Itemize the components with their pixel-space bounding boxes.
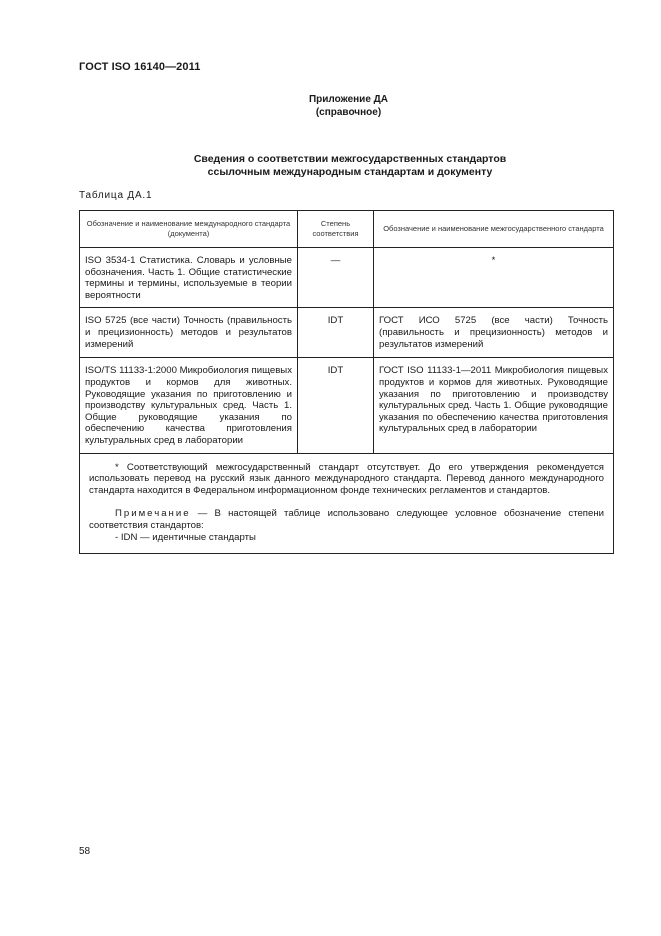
cell-international-standard: ISO 5725 (все части) Точность (правильность и прецизионность) методов и результатов измерений [80, 308, 298, 358]
cell-interstate-standard: ГОСТ ISO 11133-1—2011 Микробиология пищевых продуктов и кормов для животных. Руководящие указания по приготовлению и производству культуральных сред. Часть 1. Общие руководящие указания по обеспечению качества приготовления культуральных сред в лаборатории [374, 358, 614, 453]
cell-interstate-standard: * [374, 248, 614, 308]
appendix-subtitle: (справочное) [315, 107, 382, 118]
cell-degree: IDT [298, 308, 374, 358]
table-row [80, 308, 614, 358]
section-heading-line-2: ссылочным международным стандартам и документу [207, 166, 493, 178]
correspondence-table [79, 210, 614, 554]
cell-degree: IDT [298, 358, 374, 453]
table-row [80, 248, 614, 308]
table-row [80, 358, 614, 453]
document-code: ГОСТ ISO 16140—2011 [79, 61, 201, 73]
table-notes [80, 453, 614, 554]
cell-degree: — [298, 248, 374, 308]
note-item: - IDN — идентичные стандарты [115, 531, 256, 543]
note [89, 508, 604, 531]
note-text: — В настоящей таблице использовано следующее условное обозначение степени соответствия стандартов: [89, 508, 604, 531]
appendix-title-block [0, 93, 661, 119]
header-interstate-standard: Обозначение и наименование межгосударственного стандарта [374, 211, 614, 248]
footnote: * Соответствующий межгосударственный стандарт отсутствует. До его утверждения рекомендуется использовать перевод на русский язык данного международного стандарта. Перевод данного международного стандарта находится в Федеральном информационном фонде технических регламентов и стандартов. [89, 461, 604, 496]
section-heading [79, 153, 621, 179]
header-degree-of-correspondence: Степень соответствия [298, 211, 374, 248]
page-number: 58 [79, 846, 91, 857]
cell-international-standard: ISO/TS 11133-1:2000 Микробиология пищевых продуктов и кормов для животных. Руководящие указания по приготовлению и производству культуральных сред. Часть 1. Общие руководящие указания по обеспечению качества приготовления культуральных сред в лаборатории [80, 358, 298, 453]
table-header-row [80, 211, 614, 248]
table-footer-row [80, 453, 614, 554]
table-caption: Таблица ДА.1 [79, 190, 153, 201]
appendix-title: Приложение ДА [308, 94, 389, 105]
note-label: Примечание [115, 508, 191, 520]
cell-interstate-standard: ГОСТ ИСО 5725 (все части) Точность (правильность и прецизионность) методов и результатов измерений [374, 308, 614, 358]
section-heading-line-1: Сведения о соответствии межгосударственных стандартов [193, 153, 507, 165]
header-international-standard: Обозначение и наименование международного стандарта (документа) [80, 211, 298, 248]
cell-international-standard: ISO 3534-1 Статистика. Словарь и условные обозначения. Часть 1. Общие статистические термины и термины, используемые в теории вероятности [80, 248, 298, 308]
